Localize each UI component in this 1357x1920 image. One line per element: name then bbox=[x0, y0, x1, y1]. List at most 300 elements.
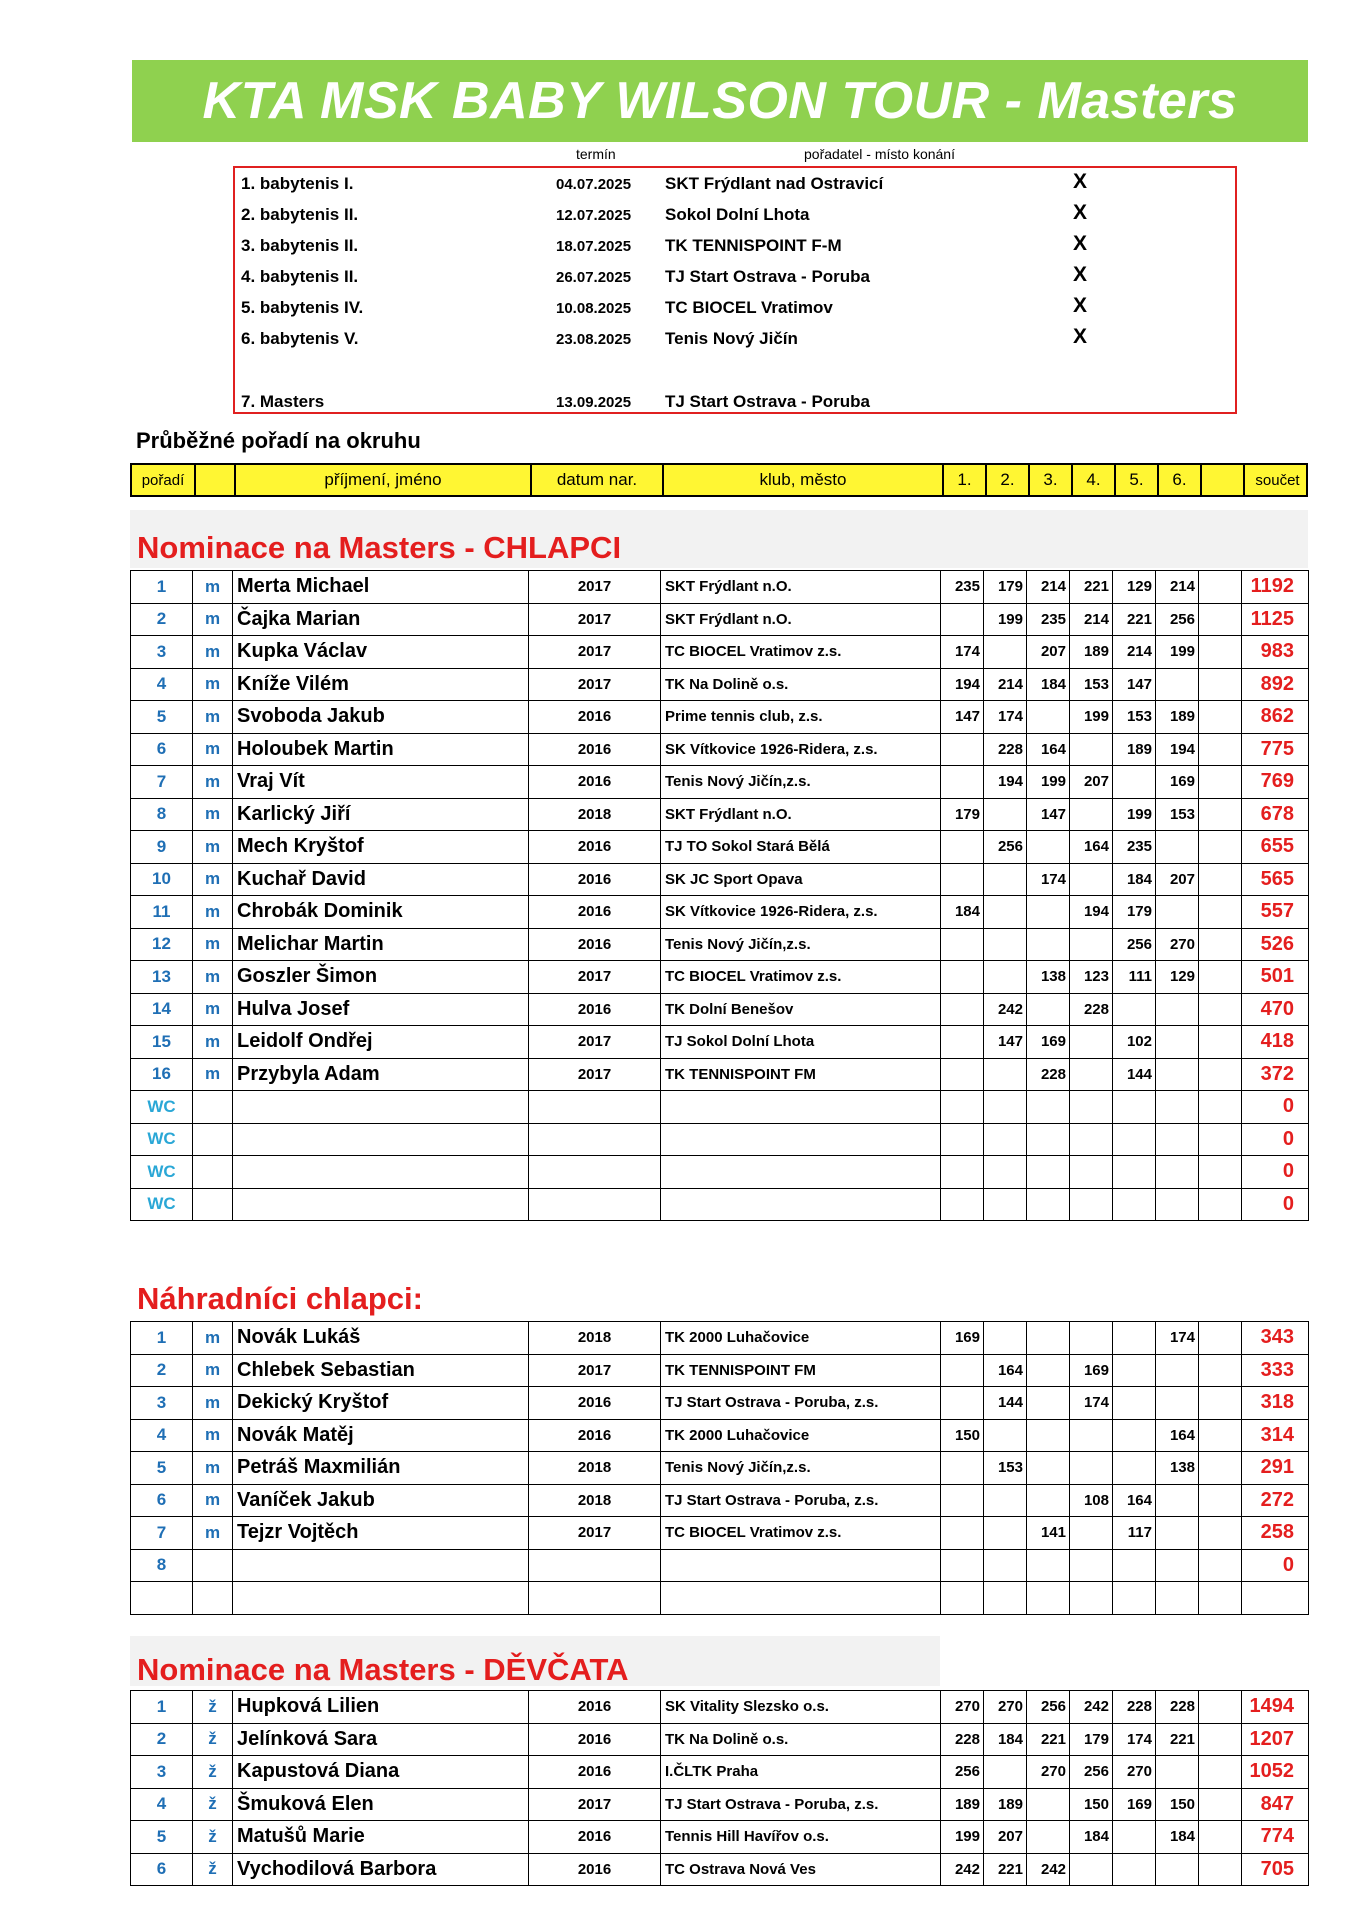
total-points: 847 bbox=[1242, 1788, 1309, 1821]
total-points: 678 bbox=[1242, 798, 1309, 831]
club-name: Tenis Nový Jičín,z.s. bbox=[661, 1452, 941, 1485]
birth-year: 2016 bbox=[529, 766, 661, 799]
tournament-points: 228 bbox=[1113, 1691, 1156, 1724]
empty-cell bbox=[1199, 1452, 1242, 1485]
tournament-points: 228 bbox=[1070, 993, 1113, 1026]
club-name: TK Na Dolině o.s. bbox=[661, 1723, 941, 1756]
table-row bbox=[131, 1058, 1309, 1091]
tournament-points bbox=[984, 1188, 1027, 1221]
schedule-event-place: TC BIOCEL Vratimov bbox=[665, 298, 833, 317]
empty-cell bbox=[1199, 831, 1242, 864]
total-points: 0 bbox=[1242, 1123, 1309, 1156]
table-row bbox=[131, 961, 1309, 994]
tournament-points: 147 bbox=[941, 701, 984, 734]
total-points: 1192 bbox=[1242, 571, 1309, 604]
table-row bbox=[131, 798, 1309, 831]
tournament-points bbox=[984, 1484, 1027, 1517]
tournament-points: 221 bbox=[1156, 1723, 1199, 1756]
tournament-points bbox=[1070, 1419, 1113, 1452]
total-points: 1125 bbox=[1242, 603, 1309, 636]
birth-year: 2017 bbox=[529, 1517, 661, 1550]
tournament-points bbox=[1156, 1354, 1199, 1387]
tournament-points: 138 bbox=[1027, 961, 1070, 994]
tournament-points: 214 bbox=[1156, 571, 1199, 604]
schedule-event-name: 4. babytenis II. bbox=[241, 267, 359, 286]
total-points: 0 bbox=[1242, 1156, 1309, 1189]
gender-cell: ž bbox=[193, 1723, 233, 1756]
tournament-points: 184 bbox=[1113, 863, 1156, 896]
player-name bbox=[233, 1188, 529, 1221]
birth-year: 2016 bbox=[529, 863, 661, 896]
tournament-points bbox=[984, 863, 1027, 896]
tournament-points: 169 bbox=[1027, 1026, 1070, 1059]
player-name: Hulva Josef bbox=[233, 993, 529, 1026]
table-row bbox=[131, 701, 1309, 734]
gender-cell: ž bbox=[193, 1756, 233, 1789]
gender-cell bbox=[193, 1156, 233, 1189]
tournament-points bbox=[1113, 1853, 1156, 1886]
tournament-points bbox=[1156, 1123, 1199, 1156]
rank-cell: 1 bbox=[131, 1322, 193, 1355]
header-t5: 5. bbox=[1114, 465, 1157, 495]
club-name bbox=[661, 1123, 941, 1156]
total-points: 333 bbox=[1242, 1354, 1309, 1387]
club-name: SK JC Sport Opava bbox=[661, 863, 941, 896]
tournament-points bbox=[1027, 1156, 1070, 1189]
empty-cell bbox=[1199, 1091, 1242, 1124]
total-points: 705 bbox=[1242, 1853, 1309, 1886]
total-points: 1207 bbox=[1242, 1723, 1309, 1756]
table-row bbox=[131, 1723, 1309, 1756]
empty-cell bbox=[1199, 928, 1242, 961]
table-row bbox=[131, 1582, 1309, 1615]
rank-cell: 3 bbox=[131, 636, 193, 669]
empty-cell bbox=[1199, 1322, 1242, 1355]
birth-year bbox=[529, 1091, 661, 1124]
tournament-points: 199 bbox=[1156, 636, 1199, 669]
tournament-points: 214 bbox=[1113, 636, 1156, 669]
table-row bbox=[131, 863, 1309, 896]
empty-cell bbox=[1199, 1354, 1242, 1387]
tournament-points: 256 bbox=[1027, 1691, 1070, 1724]
rank-cell: 3 bbox=[131, 1756, 193, 1789]
rank-cell: 7 bbox=[131, 766, 193, 799]
tournament-points bbox=[1027, 1821, 1070, 1854]
total-points: 318 bbox=[1242, 1387, 1309, 1420]
empty-cell bbox=[1199, 1026, 1242, 1059]
player-name: Hupková Lilien bbox=[233, 1691, 529, 1724]
birth-year: 2016 bbox=[529, 1853, 661, 1886]
empty-cell bbox=[1199, 668, 1242, 701]
birth-year: 2017 bbox=[529, 1788, 661, 1821]
total-points: 983 bbox=[1242, 636, 1309, 669]
tournament-points: 102 bbox=[1113, 1026, 1156, 1059]
rank-cell: 2 bbox=[131, 603, 193, 636]
header-extra bbox=[1200, 465, 1243, 495]
rank-cell: 6 bbox=[131, 1853, 193, 1886]
rank-cell: 6 bbox=[131, 733, 193, 766]
rank-cell: 16 bbox=[131, 1058, 193, 1091]
player-name: Melichar Martin bbox=[233, 928, 529, 961]
club-name: TC BIOCEL Vratimov z.s. bbox=[661, 636, 941, 669]
tournament-points bbox=[1156, 896, 1199, 929]
club-name bbox=[661, 1188, 941, 1221]
empty-cell bbox=[1199, 1723, 1242, 1756]
club-name: TK 2000 Luhačovice bbox=[661, 1419, 941, 1452]
empty-cell bbox=[1199, 1123, 1242, 1156]
club-name: TK Dolní Benešov bbox=[661, 993, 941, 1026]
tournament-points bbox=[941, 1026, 984, 1059]
player-name: Kupka Václav bbox=[233, 636, 529, 669]
header-sex bbox=[194, 465, 234, 495]
player-name: Dekický Kryštof bbox=[233, 1387, 529, 1420]
table-row bbox=[131, 1091, 1309, 1124]
schedule-event-date: 23.08.2025 bbox=[556, 331, 632, 348]
tournament-points bbox=[984, 1582, 1027, 1615]
gender-cell bbox=[193, 1582, 233, 1615]
tournament-points: 164 bbox=[1027, 733, 1070, 766]
gender-cell: m bbox=[193, 1354, 233, 1387]
rank-cell: WC bbox=[131, 1123, 193, 1156]
tournament-points bbox=[1156, 1156, 1199, 1189]
player-name: Chlebek Sebastian bbox=[233, 1354, 529, 1387]
total-points: 775 bbox=[1242, 733, 1309, 766]
tournament-points: 123 bbox=[1070, 961, 1113, 994]
tournament-points bbox=[941, 1354, 984, 1387]
tournament-points bbox=[941, 766, 984, 799]
rank-cell: 5 bbox=[131, 701, 193, 734]
club-name: Prime tennis club, z.s. bbox=[661, 701, 941, 734]
tournament-points bbox=[1113, 1123, 1156, 1156]
girls-table bbox=[130, 1690, 1309, 1886]
club-name: TJ Start Ostrava - Poruba, z.s. bbox=[661, 1387, 941, 1420]
rank-cell: 4 bbox=[131, 1788, 193, 1821]
header-name: příjmení, jméno bbox=[234, 465, 530, 495]
gender-cell: m bbox=[193, 636, 233, 669]
empty-cell bbox=[1199, 798, 1242, 831]
tournament-points: 207 bbox=[1027, 636, 1070, 669]
club-name: SKT Frýdlant n.O. bbox=[661, 603, 941, 636]
player-name bbox=[233, 1123, 529, 1156]
tournament-points bbox=[984, 1091, 1027, 1124]
table-row bbox=[131, 1484, 1309, 1517]
tournament-points: 174 bbox=[1113, 1723, 1156, 1756]
tournament-points bbox=[984, 798, 1027, 831]
empty-cell bbox=[1199, 1788, 1242, 1821]
table-row bbox=[131, 1354, 1309, 1387]
tournament-points bbox=[1070, 1156, 1113, 1189]
schedule-event-name: 6. babytenis V. bbox=[241, 329, 359, 348]
gender-cell: m bbox=[193, 993, 233, 1026]
tournament-points bbox=[1027, 1484, 1070, 1517]
club-name: TC BIOCEL Vratimov z.s. bbox=[661, 961, 941, 994]
table-row bbox=[131, 831, 1309, 864]
player-name: Svoboda Jakub bbox=[233, 701, 529, 734]
table-row bbox=[131, 896, 1309, 929]
table-row bbox=[131, 1188, 1309, 1221]
header-club: klub, město bbox=[662, 465, 942, 495]
table-row bbox=[131, 766, 1309, 799]
gender-cell bbox=[193, 1549, 233, 1582]
player-name: Kapustová Diana bbox=[233, 1756, 529, 1789]
tournament-points: 235 bbox=[941, 571, 984, 604]
tournament-points: 117 bbox=[1113, 1517, 1156, 1550]
tournament-points bbox=[1070, 1582, 1113, 1615]
tournament-points bbox=[1156, 1058, 1199, 1091]
tournament-points bbox=[984, 928, 1027, 961]
tournament-points bbox=[1156, 1517, 1199, 1550]
player-name: Tejzr Vojtěch bbox=[233, 1517, 529, 1550]
tournament-points: 194 bbox=[1156, 733, 1199, 766]
gender-cell: m bbox=[193, 668, 233, 701]
player-name: Karlický Jiří bbox=[233, 798, 529, 831]
empty-cell bbox=[1199, 1058, 1242, 1091]
table-row bbox=[131, 733, 1309, 766]
tournament-points bbox=[984, 1322, 1027, 1355]
tournament-points bbox=[1027, 1188, 1070, 1221]
birth-year: 2016 bbox=[529, 701, 661, 734]
rank-cell: 2 bbox=[131, 1354, 193, 1387]
tournament-points bbox=[984, 1756, 1027, 1789]
tournament-points bbox=[984, 1123, 1027, 1156]
total-points bbox=[1242, 1582, 1309, 1615]
rank-cell: 14 bbox=[131, 993, 193, 1026]
tournament-points bbox=[984, 1549, 1027, 1582]
tournament-points bbox=[1070, 798, 1113, 831]
tournament-points: 129 bbox=[1156, 961, 1199, 994]
gender-cell bbox=[193, 1123, 233, 1156]
tournament-points bbox=[1070, 733, 1113, 766]
tournament-points: 179 bbox=[1070, 1723, 1113, 1756]
total-points: 892 bbox=[1242, 668, 1309, 701]
tournament-points bbox=[1027, 831, 1070, 864]
tournament-points bbox=[1027, 1452, 1070, 1485]
club-name: TK Na Dolině o.s. bbox=[661, 668, 941, 701]
rank-cell: 7 bbox=[131, 1517, 193, 1550]
tournament-points bbox=[1070, 1517, 1113, 1550]
tournament-points: 194 bbox=[984, 766, 1027, 799]
tournament-points bbox=[1156, 1484, 1199, 1517]
tournament-points: 256 bbox=[984, 831, 1027, 864]
tournament-points: 150 bbox=[1070, 1788, 1113, 1821]
empty-cell bbox=[1199, 961, 1242, 994]
tournament-points: 235 bbox=[1113, 831, 1156, 864]
table-row bbox=[131, 603, 1309, 636]
birth-year: 2018 bbox=[529, 1484, 661, 1517]
schedule-row bbox=[235, 172, 1235, 196]
table-row bbox=[131, 571, 1309, 604]
schedule-event-mark: X bbox=[1073, 325, 1088, 348]
gender-cell bbox=[193, 1091, 233, 1124]
tournament-points bbox=[1027, 1322, 1070, 1355]
tournament-points: 108 bbox=[1070, 1484, 1113, 1517]
total-points: 1052 bbox=[1242, 1756, 1309, 1789]
tournament-points: 129 bbox=[1113, 571, 1156, 604]
tournament-points: 221 bbox=[1113, 603, 1156, 636]
tournament-points bbox=[984, 636, 1027, 669]
rank-cell: 1 bbox=[131, 1691, 193, 1724]
gender-cell: m bbox=[193, 1484, 233, 1517]
table-row bbox=[131, 1517, 1309, 1550]
player-name: Vraj Vít bbox=[233, 766, 529, 799]
tournament-points bbox=[1070, 1322, 1113, 1355]
schedule-row bbox=[235, 327, 1235, 351]
tournament-points: 194 bbox=[1070, 896, 1113, 929]
tournament-points bbox=[1113, 766, 1156, 799]
tournament-points: 228 bbox=[1027, 1058, 1070, 1091]
tournament-points bbox=[1156, 1756, 1199, 1789]
tournament-points bbox=[941, 733, 984, 766]
tournament-points bbox=[984, 1156, 1027, 1189]
tournament-points: 199 bbox=[1113, 798, 1156, 831]
birth-year: 2018 bbox=[529, 798, 661, 831]
tournament-points bbox=[941, 1058, 984, 1091]
gender-cell: m bbox=[193, 961, 233, 994]
tournament-points: 242 bbox=[984, 993, 1027, 1026]
header-rank: pořadí bbox=[141, 471, 185, 489]
player-name: Novák Lukáš bbox=[233, 1322, 529, 1355]
tournament-points bbox=[1113, 1549, 1156, 1582]
tournament-points: 169 bbox=[1156, 766, 1199, 799]
tournament-points: 199 bbox=[1027, 766, 1070, 799]
tournament-points: 214 bbox=[984, 668, 1027, 701]
tournament-points bbox=[984, 1058, 1027, 1091]
gender-cell: ž bbox=[193, 1788, 233, 1821]
empty-cell bbox=[1199, 1582, 1242, 1615]
tournament-points: 214 bbox=[1070, 603, 1113, 636]
player-name: Šmuková Elen bbox=[233, 1788, 529, 1821]
empty-cell bbox=[1199, 603, 1242, 636]
tournament-points: 242 bbox=[1070, 1691, 1113, 1724]
gender-cell: ž bbox=[193, 1853, 233, 1886]
tournament-points bbox=[941, 603, 984, 636]
tournament-points bbox=[984, 1419, 1027, 1452]
tournament-points: 111 bbox=[1113, 961, 1156, 994]
schedule-event-date: 13.09.2025 bbox=[556, 394, 632, 411]
birth-year: 2016 bbox=[529, 1419, 661, 1452]
tournament-points bbox=[941, 928, 984, 961]
club-name bbox=[661, 1091, 941, 1124]
total-points: 557 bbox=[1242, 896, 1309, 929]
tournament-points: 174 bbox=[941, 636, 984, 669]
tournament-points: 147 bbox=[1027, 798, 1070, 831]
gender-cell: m bbox=[193, 766, 233, 799]
tournament-points bbox=[1070, 863, 1113, 896]
player-name: Przybyla Adam bbox=[233, 1058, 529, 1091]
rank-cell: WC bbox=[131, 1091, 193, 1124]
tournament-points bbox=[1027, 1387, 1070, 1420]
player-name: Leidolf Ondřej bbox=[233, 1026, 529, 1059]
birth-year bbox=[529, 1549, 661, 1582]
player-name: Vaníček Jakub bbox=[233, 1484, 529, 1517]
header-t4: 4. bbox=[1071, 465, 1114, 495]
empty-cell bbox=[1199, 571, 1242, 604]
table-row bbox=[131, 1691, 1309, 1724]
player-name: Kuchař David bbox=[233, 863, 529, 896]
total-points: 862 bbox=[1242, 701, 1309, 734]
tournament-points bbox=[1027, 896, 1070, 929]
tournament-points bbox=[1113, 1821, 1156, 1854]
gender-cell: m bbox=[193, 896, 233, 929]
player-name: Goszler Šimon bbox=[233, 961, 529, 994]
tournament-points: 235 bbox=[1027, 603, 1070, 636]
schedule-event-name: 1. babytenis I. bbox=[241, 174, 354, 193]
birth-year: 2016 bbox=[529, 1756, 661, 1789]
player-name: Matušů Marie bbox=[233, 1821, 529, 1854]
rank-cell: 11 bbox=[131, 896, 193, 929]
birth-year bbox=[529, 1582, 661, 1615]
tournament-points bbox=[1113, 1091, 1156, 1124]
schedule-event-place: TK TENNISPOINT F-M bbox=[665, 236, 842, 255]
tournament-points: 256 bbox=[1070, 1756, 1113, 1789]
rank-cell: WC bbox=[131, 1188, 193, 1221]
club-name: Tenis Nový Jičín,z.s. bbox=[661, 928, 941, 961]
header-total: součet bbox=[1243, 465, 1310, 495]
club-name: SK Vitality Slezsko o.s. bbox=[661, 1691, 941, 1724]
player-name: Petráš Maxmilián bbox=[233, 1452, 529, 1485]
tournament-points bbox=[1027, 1788, 1070, 1821]
player-name: Čajka Marian bbox=[233, 603, 529, 636]
table-row bbox=[131, 1788, 1309, 1821]
tournament-points: 174 bbox=[984, 701, 1027, 734]
tournament-points bbox=[1156, 668, 1199, 701]
tournament-points: 144 bbox=[1113, 1058, 1156, 1091]
gender-cell: m bbox=[193, 1452, 233, 1485]
schedule-row bbox=[235, 203, 1235, 227]
tournament-points bbox=[941, 1549, 984, 1582]
schedule-event-date: 26.07.2025 bbox=[556, 269, 632, 286]
total-points: 470 bbox=[1242, 993, 1309, 1026]
schedule-event-mark: X bbox=[1073, 294, 1088, 317]
table-row bbox=[131, 1549, 1309, 1582]
tournament-points bbox=[984, 896, 1027, 929]
tournament-points bbox=[941, 1091, 984, 1124]
schedule-event-date: 12.07.2025 bbox=[556, 207, 632, 224]
boys-table bbox=[130, 570, 1309, 1221]
player-name: Kníže Vilém bbox=[233, 668, 529, 701]
boys-section-title: Nominace na Masters - CHLAPCI bbox=[137, 530, 622, 565]
tournament-points bbox=[1156, 993, 1199, 1026]
birth-year bbox=[529, 1188, 661, 1221]
tournament-points bbox=[1113, 1582, 1156, 1615]
tournament-points bbox=[1027, 993, 1070, 1026]
table-row bbox=[131, 1322, 1309, 1355]
club-name: TJ Start Ostrava - Poruba, z.s. bbox=[661, 1484, 941, 1517]
empty-cell bbox=[1199, 896, 1242, 929]
tournament-points: 228 bbox=[1156, 1691, 1199, 1724]
tournament-points: 189 bbox=[984, 1788, 1027, 1821]
rank-cell: 10 bbox=[131, 863, 193, 896]
gender-cell: m bbox=[193, 603, 233, 636]
club-name bbox=[661, 1156, 941, 1189]
gender-cell: m bbox=[193, 1322, 233, 1355]
tournament-points bbox=[1070, 1123, 1113, 1156]
club-name: TK 2000 Luhačovice bbox=[661, 1322, 941, 1355]
total-points: 501 bbox=[1242, 961, 1309, 994]
tournament-points bbox=[1027, 1419, 1070, 1452]
player-name: Mech Kryštof bbox=[233, 831, 529, 864]
player-name bbox=[233, 1156, 529, 1189]
tournament-points bbox=[1113, 1156, 1156, 1189]
tournament-points: 242 bbox=[1027, 1853, 1070, 1886]
title-banner bbox=[132, 60, 1308, 142]
tournament-points bbox=[1027, 928, 1070, 961]
schedule-row bbox=[235, 390, 1235, 414]
rank-cell: 2 bbox=[131, 1723, 193, 1756]
club-name: TK TENNISPOINT FM bbox=[661, 1058, 941, 1091]
tournament-points bbox=[1070, 1549, 1113, 1582]
tournament-points bbox=[1070, 1853, 1113, 1886]
